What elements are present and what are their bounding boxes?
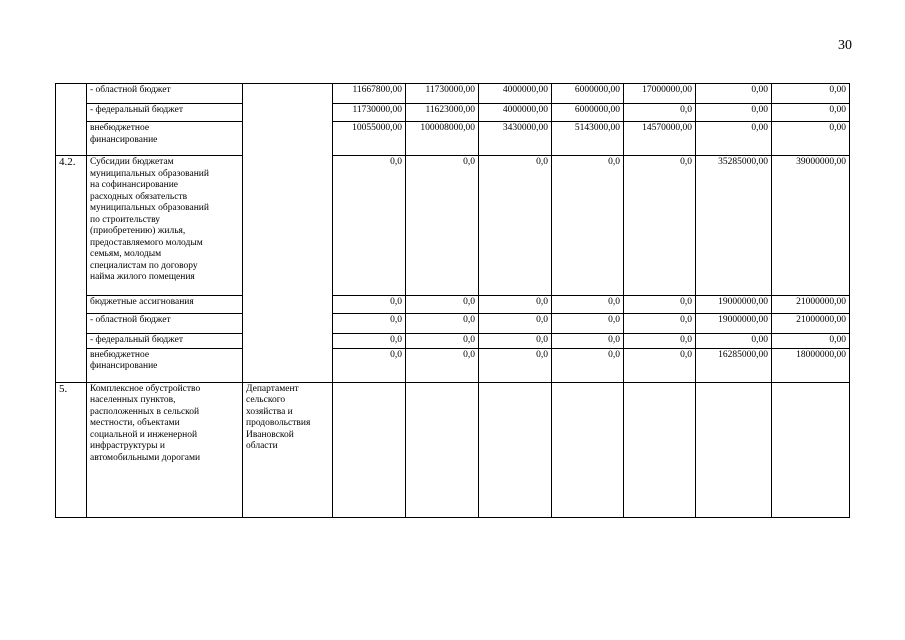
value-cell: 0,0 [552,348,624,382]
table-row [56,334,850,349]
row-label: - областной бюджет [87,84,243,104]
value-cell [406,382,479,517]
value-cell: 0,0 [406,296,479,314]
row-label: внебюджетное финансирование [87,348,243,382]
row-label: внебюджетное финансирование [87,122,243,156]
value-cell [333,382,406,517]
value-cell: 0,0 [552,156,624,296]
value-cell: 0,0 [406,348,479,382]
value-cell: 21000000,00 [772,314,850,334]
row-index-cell: 5. [56,382,87,517]
table-row [56,348,850,382]
value-cell: 0,0 [333,296,406,314]
value-cell: 0,0 [552,314,624,334]
value-cell: 0,0 [333,348,406,382]
row-index-cell: 4.2. [56,156,87,383]
value-cell: 0,0 [624,104,696,122]
value-cell: 16285000,00 [696,348,772,382]
budget-table [55,83,850,518]
value-cell [696,382,772,517]
value-cell: 11623000,00 [406,104,479,122]
row-label: Комплексное обустройство населенных пунктов, расположенных в сельской местности, объектами социальной и инженерной инфраструктуры и автомобильными дорогами [87,382,243,517]
value-cell: 21000000,00 [772,296,850,314]
value-cell: 0,0 [406,314,479,334]
value-cell: 0,0 [552,334,624,349]
value-cell: 0,0 [479,156,552,296]
value-cell: 35285000,00 [696,156,772,296]
value-cell: 0,0 [624,334,696,349]
value-cell: 0,0 [479,334,552,349]
value-cell: 5143000,00 [552,122,624,156]
value-cell: 4000000,00 [479,104,552,122]
value-cell: 0,00 [696,84,772,104]
table-row [56,104,850,122]
value-cell: 39000000,00 [772,156,850,296]
table-row [56,314,850,334]
value-cell: 0,0 [479,314,552,334]
value-cell: 0,0 [333,156,406,296]
value-cell: 10055000,00 [333,122,406,156]
value-cell: 0,00 [696,122,772,156]
value-cell: 0,00 [772,334,850,349]
value-cell: 0,0 [624,296,696,314]
value-cell: 4000000,00 [479,84,552,104]
row-label: - федеральный бюджет [87,334,243,349]
value-cell: 0,0 [552,296,624,314]
value-cell: 3430000,00 [479,122,552,156]
value-cell: 0,00 [772,122,850,156]
executor-cell: Департамент сельского хозяйства и продовольствия Ивановской области [243,382,333,517]
value-cell: 0,0 [333,334,406,349]
value-cell: 0,00 [772,104,850,122]
table-row [56,296,850,314]
value-cell: 6000000,00 [552,104,624,122]
value-cell [479,382,552,517]
executor-cell [243,84,333,383]
value-cell: 0,0 [479,348,552,382]
value-cell: 11667800,00 [333,84,406,104]
row-label: бюджетные ассигнования [87,296,243,314]
value-cell: 0,0 [333,314,406,334]
value-cell: 100008000,00 [406,122,479,156]
page-number: 30 [838,38,852,53]
value-cell: 19000000,00 [696,314,772,334]
row-label: - федеральный бюджет [87,104,243,122]
value-cell: 6000000,00 [552,84,624,104]
table-row [56,156,850,296]
value-cell: 18000000,00 [772,348,850,382]
value-cell [624,382,696,517]
value-cell [772,382,850,517]
table-row [56,382,850,517]
table-row [56,122,850,156]
value-cell: 17000000,00 [624,84,696,104]
value-cell: 0,0 [624,348,696,382]
value-cell: 0,00 [696,104,772,122]
value-cell: 19000000,00 [696,296,772,314]
value-cell: 0,00 [696,334,772,349]
row-label: - областной бюджет [87,314,243,334]
value-cell: 0,0 [406,334,479,349]
row-index-cell [56,84,87,156]
value-cell: 0,0 [624,314,696,334]
value-cell: 0,0 [624,156,696,296]
value-cell: 0,0 [406,156,479,296]
value-cell: 0,0 [479,296,552,314]
value-cell: 0,00 [772,84,850,104]
table-row [56,84,850,104]
value-cell: 14570000,00 [624,122,696,156]
value-cell: 11730000,00 [333,104,406,122]
row-label: Субсидии бюджетам муниципальных образований на софинансирование расходных обязательств муниципальных образований по строительству (приобретению) жилья, предоставляемого молодым семьям, молодым специалистам по договору найма жилого помещения [87,156,243,296]
value-cell [552,382,624,517]
value-cell: 11730000,00 [406,84,479,104]
